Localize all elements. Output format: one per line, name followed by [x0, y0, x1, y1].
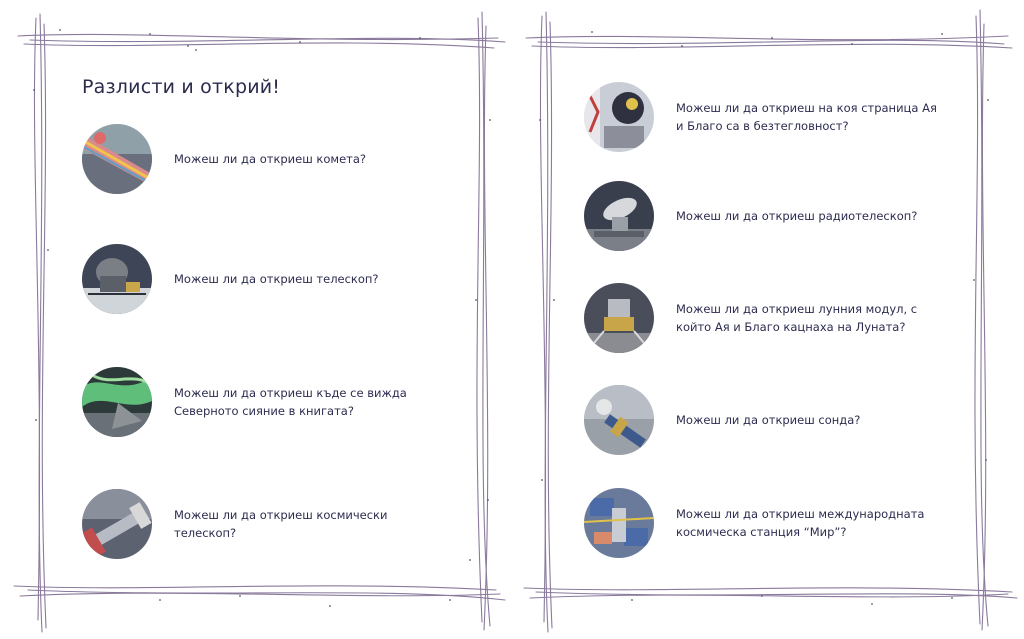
telescope-illustration	[82, 244, 152, 314]
question-text: Можеш ли да откриеш лунния модул, с който Ая и Благо кацнаха на Луната?	[676, 302, 918, 334]
radio-telescope-illustration	[584, 181, 654, 251]
list-item	[584, 385, 941, 455]
question-text: Можеш ли да откриеш международната космическа станция “Мир”?	[676, 507, 925, 539]
list-item	[82, 367, 439, 437]
list-item	[82, 244, 439, 314]
question-text: Можеш ли да откриеш телескоп?	[174, 272, 379, 286]
question-text: Можеш ли да откриеш на коя страница Ая и Благо са в безтегловност?	[676, 101, 937, 133]
question-text: Можеш ли да откриеш къде се вижда Северното сияние в книгата?	[174, 386, 407, 418]
list-item	[584, 82, 941, 152]
probe-illustration	[584, 385, 654, 455]
question-text: Можеш ли да откриеш космически телескоп?	[174, 508, 388, 540]
question-text: Можеш ли да откриеш комета?	[174, 152, 366, 166]
list-item	[584, 488, 941, 558]
space-telescope-illustration	[82, 489, 152, 559]
question-text: Можеш ли да откриеш радиотелескоп?	[676, 209, 918, 223]
aurora-illustration	[82, 367, 152, 437]
list-item	[584, 181, 941, 251]
list-item	[82, 124, 439, 194]
space-station-illustration	[584, 488, 654, 558]
page-title: Разлисти и открий!	[82, 76, 281, 98]
lunar-module-illustration	[584, 283, 654, 353]
comet-illustration	[82, 124, 152, 194]
list-item	[584, 283, 941, 353]
weightlessness-illustration	[584, 82, 654, 152]
question-text: Можеш ли да откриеш сонда?	[676, 413, 861, 427]
list-item	[82, 489, 439, 559]
right-page	[512, 0, 1024, 639]
